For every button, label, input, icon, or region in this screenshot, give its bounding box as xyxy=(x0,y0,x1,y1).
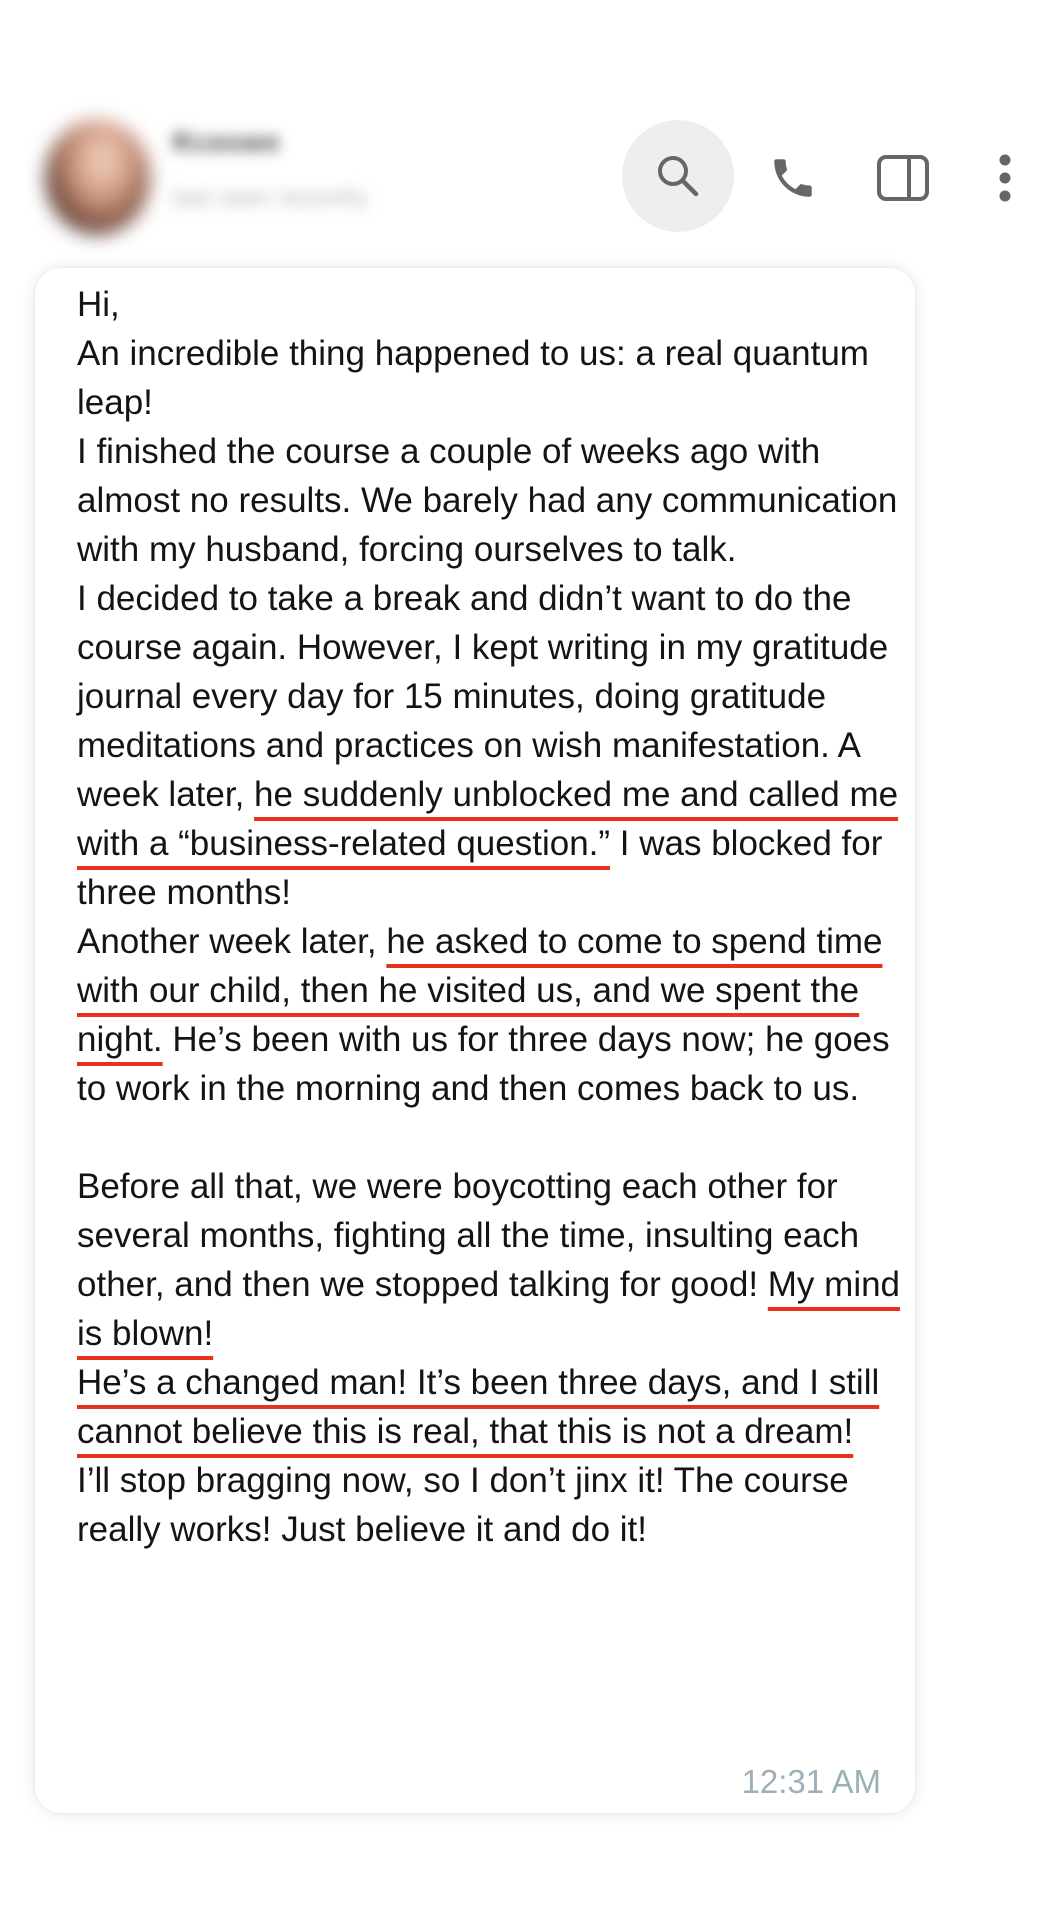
message-paragraph xyxy=(77,1358,907,1456)
text-run: I decided to take a break and didn’t want to do the course again. However, I kept writing in my gratitude journal every day for 15 minutes, doing gratitude meditations and practices on wish manifestation. A week later, xyxy=(77,579,889,814)
message-text xyxy=(77,280,907,1554)
message-paragraph xyxy=(77,1162,907,1358)
more-vertical-icon xyxy=(997,153,1013,203)
contact-status: last seen recently xyxy=(172,186,368,211)
highlighted-text: My mind is blown! xyxy=(77,1265,901,1353)
message-paragraph: I’ll stop bragging now, so I don’t jinx it! The course really works! Just believe it and do it! xyxy=(77,1461,849,1549)
search-icon xyxy=(653,151,703,201)
paragraph-gap xyxy=(77,1113,907,1162)
text-run: He’s been with us for three days now; he goes to work in the morning and then comes back to us. xyxy=(77,1020,890,1108)
highlighted-text: he asked to come to spend time with our child, then he visited us, and we spent the night. xyxy=(77,922,883,1059)
more-options-button[interactable] xyxy=(985,145,1025,210)
message-timestamp: 12:31 AM xyxy=(741,1763,881,1800)
avatar[interactable] xyxy=(45,120,150,235)
sidebar-panel-icon xyxy=(876,154,930,202)
message-paragraph: Hi, xyxy=(77,285,120,324)
text-run: I was blocked for three months! xyxy=(77,824,883,912)
text-run: Before all that, we were boycotting each other for several months, fighting all the time, insulting each other, and then we stopped talking for good! xyxy=(77,1167,860,1304)
message-bubble[interactable] xyxy=(35,268,915,1813)
toggle-panel-button[interactable] xyxy=(870,145,935,210)
message-paragraph: An incredible thing happened to us: a real quantum leap! xyxy=(77,334,869,422)
message-paragraph xyxy=(77,917,907,1113)
phone-icon xyxy=(768,152,818,204)
message-paragraph: I finished the course a couple of weeks ago with almost no results. We barely had any communication with my husband, forcing ourselves to talk. xyxy=(77,432,898,569)
highlighted-text: he suddenly unblocked me and called me with a “business-related question.” xyxy=(77,775,899,863)
call-button[interactable] xyxy=(755,145,830,210)
contact-name[interactable]: Ксения xyxy=(172,128,280,158)
chat-header xyxy=(0,0,1050,250)
search-button[interactable] xyxy=(622,120,734,232)
message-paragraph xyxy=(77,574,907,917)
highlighted-text: He’s a changed man! It’s been three days, and I still cannot believe this is real, that this is not a dream! xyxy=(77,1363,880,1451)
text-run: Another week later, xyxy=(77,922,387,961)
